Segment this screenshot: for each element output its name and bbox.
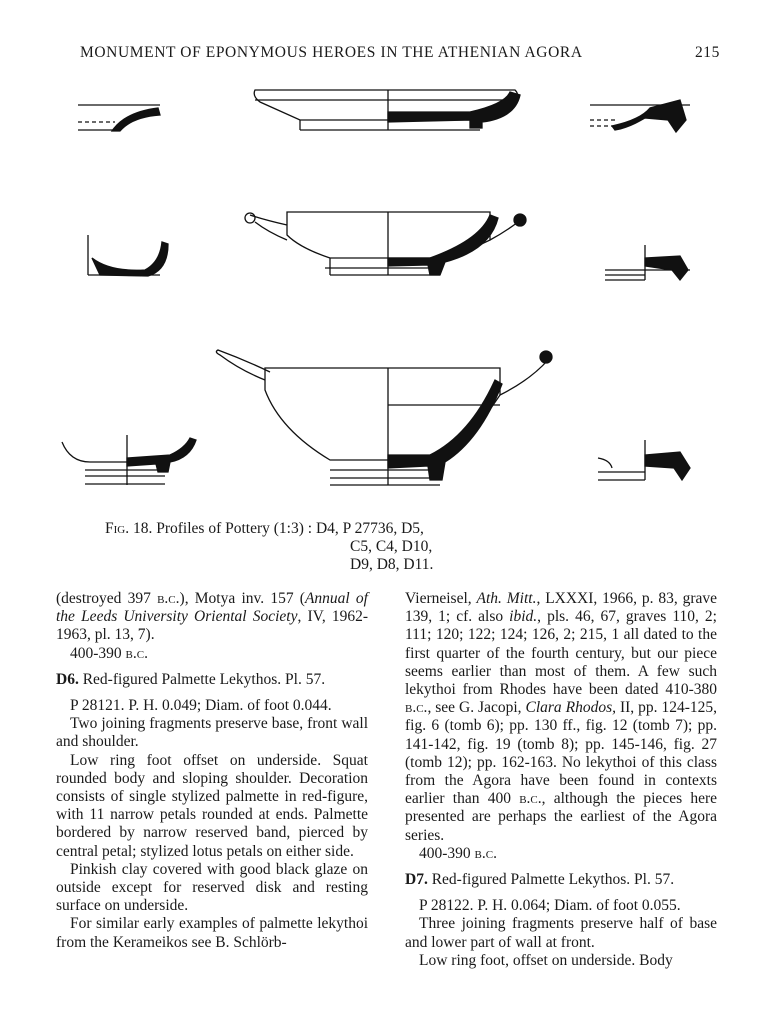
caption-line-1 [105,520,433,538]
pottery-profiles-figure [0,70,784,500]
date-line-d5: 400-390 b.c. [70,644,148,662]
right-column [405,590,717,970]
running-title: MONUMENT OF EPONYMOUS HEROES IN THE ATHENIAN AGORA [80,44,583,61]
catalogue-meta-d6: P 28121. P. H. 0.049; Diam. of foot 0.044. [70,697,332,715]
profile-plate-top-center [254,90,520,130]
catalogue-meta-d7: P 28122. P. H. 0.064; Diam. of foot 0.055. [419,897,681,915]
paragraph-continuation: (destroyed 397 b.c.), Motya inv. 157 (Annual of the Leeds University Oriental Society, IV, 1962-1963, pl. 13, 7). [56,590,368,644]
paragraph-d6-parallels: For similar early examples of palmette lekythoi from the Kerameikos see B. Schlörb- [56,915,368,951]
profile-fragment-top-right [590,100,690,132]
figure-label: Fig. 18. [105,520,153,537]
paragraph-d6-shape: Low ring foot offset on underside. Squat rounded body and sloping shoulder. Decoration consists of single stylized palmette in red-figure, with 11 narrow petals rounded at ends. Palmette bordered by narrow reserved band, pierced by central petal; stylized lotus petals on either side. [56,751,368,860]
caption-line-3: D9, D8, D11. [350,556,434,573]
date-line-d6: 400-390 b.c. [419,844,497,862]
profile-fragment-top-left [78,105,160,131]
catalogue-heading-d6: D6. Red-figured Palmette Lekythos. Pl. 57. [56,670,326,688]
paragraph-d6-clay: Pinkish clay covered with good black glaze on outside except for reserved disk and resting surface on underside. [56,860,368,915]
profile-fragment-bottom-right [598,440,690,480]
paragraph-d6-fragments: Two joining fragments preserve base, front wall and shoulder. [56,715,368,751]
page-number: 215 [694,44,720,61]
profile-fragment-middle-right [605,245,690,280]
caption-line-2: C5, C4, D10, [350,538,433,555]
profile-fragment-bottom-left [62,435,196,485]
left-column [56,590,368,952]
figure-caption [105,520,433,574]
profile-kylix-middle-center [245,212,526,275]
profile-fragment-middle-left [88,235,168,276]
paragraph-d7-fragments: Three joining fragments preserve half of base and lower part of wall at front. [405,915,717,951]
caption-text-1: Profiles of Pottery (1:3) : D4, P 27736, D5, [156,520,424,537]
catalogue-heading-d7: D7. Red-figured Palmette Lekythos. Pl. 57. [405,871,675,889]
paragraph-parallels-continued: Vierneisel, Ath. Mitt., LXXXI, 1966, p. 83, grave 139, 1; cf. also ibid., pls. 46, 67, graves 110, 2; 111; 120; 122; 124; 126, 2; 215, 1 all dated to the first quarter of the fourth century, but our piece seems earlier than most of them. A few such lekythoi from Rhodes have been dated 410-380 b.c., see G. Jacopi, Clara Rhodos, II, pp. 124-125, fig. 6 (tomb 6); pp. 130 ff., fig. 12 (tomb 7); pp. 141-142, fig. 19 (tomb 8); pp. 145-146, fig. 27 (tomb 12); pp. 162-163. No lekythoi of this class from the Agora have been found in contexts earlier than 400 b.c., although the pieces here presented are perhaps the earliest of the Agora series. [405,590,718,844]
paragraph-d7-shape: Low ring foot, offset on underside. Body [419,951,673,969]
profile-skyphos-bottom-center [216,350,552,485]
